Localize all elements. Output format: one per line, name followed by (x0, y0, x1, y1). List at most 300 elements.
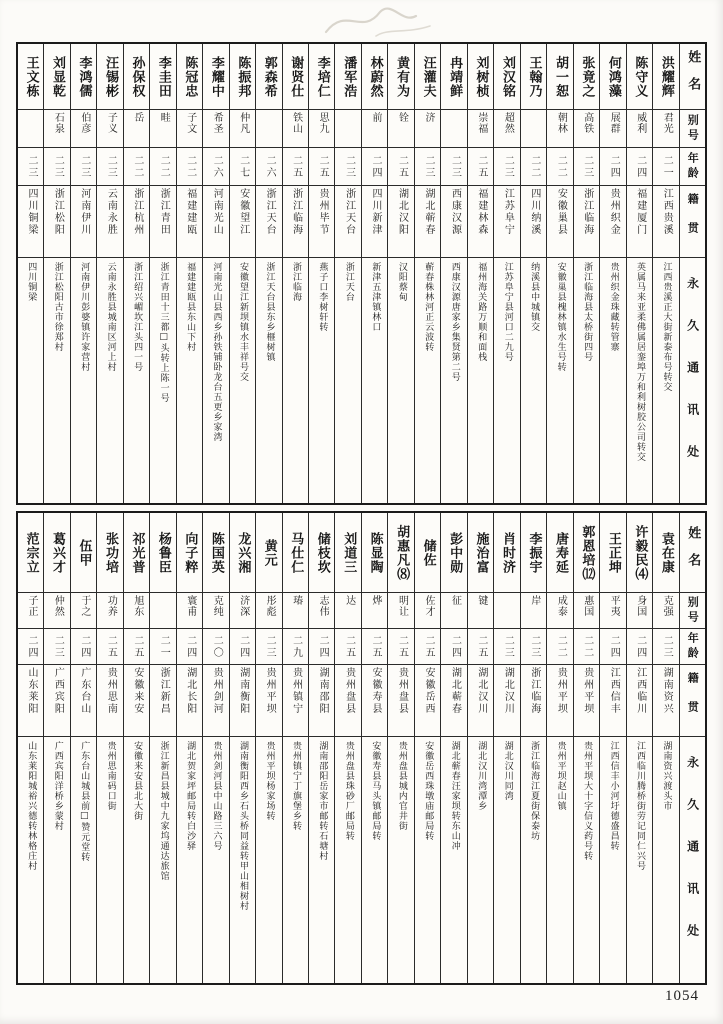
entry-column (573, 513, 599, 983)
person-age-cell (574, 629, 599, 665)
person-native: 贵州平坝 (555, 667, 567, 715)
person-address: 浙江新昌县城中九家坞通达旅馆 (158, 741, 169, 881)
person-address-cell (124, 258, 149, 503)
header-alias: 别号 (686, 113, 700, 144)
person-native: 四川铜梁 (25, 188, 37, 236)
person-alias-cell (124, 593, 149, 629)
person-address-cell (494, 737, 519, 983)
header-age: 年龄 (686, 631, 700, 662)
person-address-cell (71, 258, 96, 503)
person-address-cell (230, 737, 255, 983)
entry-column (599, 44, 625, 503)
person-address-cell (494, 258, 519, 503)
person-age: 二四 (25, 634, 37, 659)
person-alias-cell (574, 110, 599, 148)
entry-column (493, 513, 519, 983)
person-address: 贵州盘县珠砂厂邮局转 (343, 741, 354, 841)
person-native-cell (18, 186, 43, 258)
person-native-cell (256, 665, 281, 737)
person-name-cell (177, 513, 202, 593)
person-name-cell (44, 513, 69, 593)
person-address: 河南光山县西乡孙铁铺卧龙台五更乡家湾 (211, 262, 222, 442)
person-address: 纳溪县中城镇交 (529, 262, 540, 332)
person-native-cell (177, 186, 202, 258)
person-name-cell (18, 513, 43, 593)
person-name: 范宗立 (23, 531, 39, 574)
entry-column (361, 44, 387, 503)
person-age: 二一 (661, 154, 673, 179)
person-native: 浙江天台 (264, 188, 276, 236)
person-native-cell (256, 186, 281, 258)
person-address-cell (600, 737, 625, 983)
person-age: 二四 (78, 634, 90, 659)
header-address: 永久通讯处 (685, 756, 700, 966)
person-name-cell (653, 44, 678, 110)
person-native-cell (415, 186, 440, 258)
person-address-cell (18, 737, 43, 983)
person-address: 浙江临海县太桥街四号 (582, 262, 593, 362)
person-name-cell (653, 513, 678, 593)
person-address-cell (627, 258, 652, 503)
person-native-cell (335, 186, 360, 258)
person-age: 二五 (370, 634, 382, 659)
person-age: 二三 (422, 154, 434, 179)
person-native-cell (494, 186, 519, 258)
person-name: 张功培 (102, 531, 118, 574)
person-native: 福建建瓯 (184, 188, 196, 236)
person-name: 黄元 (261, 538, 277, 567)
person-age: 二三 (449, 154, 461, 179)
person-address-cell (362, 258, 387, 503)
person-name: 施治富 (473, 531, 489, 574)
person-address-cell (150, 258, 175, 503)
person-address: 四川铜梁 (26, 262, 37, 302)
person-alias: 身国 (634, 595, 646, 617)
person-age: 二二 (184, 154, 196, 179)
person-native: 浙江临海 (290, 188, 302, 236)
person-name-cell (441, 44, 466, 110)
person-name-cell (574, 513, 599, 593)
person-alias-cell (97, 593, 122, 629)
person-name: 张竟之 (579, 55, 595, 98)
person-name: 龙兴湘 (235, 531, 251, 574)
person-address: 湖南邵阳岳家市邮转石塘村 (317, 741, 328, 861)
person-native: 浙江临海 (581, 188, 593, 236)
person-address-cell (468, 258, 493, 503)
person-age-cell (574, 148, 599, 186)
person-alias: 子文 (184, 112, 196, 134)
person-alias-cell (309, 110, 334, 148)
person-name-cell (335, 513, 360, 593)
person-native-cell (44, 665, 69, 737)
person-native-cell (230, 665, 255, 737)
person-alias-cell (362, 110, 387, 148)
person-name-cell (18, 44, 43, 110)
person-native: 湖北汉川 (502, 667, 514, 715)
person-alias: 子正 (25, 595, 37, 617)
person-native-cell (230, 186, 255, 258)
person-alias-cell (653, 110, 678, 148)
person-alias: 崇福 (475, 112, 487, 134)
entry-column (123, 513, 149, 983)
entry-column (123, 44, 149, 503)
person-age-cell (494, 148, 519, 186)
person-name-cell (124, 513, 149, 593)
person-alias: 铨 (396, 112, 408, 123)
person-age-cell (150, 629, 175, 665)
person-native: 浙江新昌 (158, 667, 170, 715)
entry-column (308, 44, 334, 503)
person-alias: 达 (343, 595, 355, 606)
person-name-cell (388, 44, 413, 110)
person-native-cell (468, 186, 493, 258)
person-alias-cell (335, 593, 360, 629)
entry-column (626, 513, 652, 983)
person-address-cell (627, 737, 652, 983)
person-native: 湖南邵阳 (317, 667, 329, 715)
person-name-cell (468, 44, 493, 110)
person-age: 二五 (396, 634, 408, 659)
person-alias: 子义 (105, 112, 117, 134)
person-age: 二五 (317, 154, 329, 179)
entry-column (202, 513, 228, 983)
person-address: 安徽岳西珠墩庙邮局转 (423, 741, 434, 841)
person-name: 储佐 (420, 538, 436, 567)
person-address: 安徽来安县北大街 (132, 741, 143, 821)
entry-column (467, 44, 493, 503)
entry-column (70, 513, 96, 983)
person-address-cell (574, 258, 599, 503)
person-age: 二三 (343, 154, 355, 179)
person-native-cell (441, 665, 466, 737)
person-name: 王翰乃 (526, 55, 542, 98)
person-address-cell (547, 258, 572, 503)
person-age-cell (283, 629, 308, 665)
person-name: 杨鲁臣 (155, 531, 171, 574)
entry-column (229, 513, 255, 983)
person-age-cell (124, 629, 149, 665)
person-address-cell (97, 737, 122, 983)
person-name: 谢贤仕 (288, 55, 304, 98)
person-alias-cell (653, 593, 678, 629)
person-native: 福建厦门 (634, 188, 646, 236)
person-age: 二四 (608, 154, 620, 179)
person-native: 湖北长阳 (184, 667, 196, 715)
person-age-cell (362, 148, 387, 186)
person-address-cell (521, 737, 546, 983)
person-native-cell (547, 665, 572, 737)
person-address-cell (388, 737, 413, 983)
person-name-cell (203, 513, 228, 593)
person-address: 江西临川腾桥街劳记同仁兴号 (635, 741, 646, 871)
person-native-cell (627, 665, 652, 737)
person-age-cell (230, 148, 255, 186)
person-alias-cell (44, 110, 69, 148)
person-age: 二三 (502, 154, 514, 179)
person-alias: 高铁 (581, 112, 593, 134)
person-name: 李鸿儒 (76, 55, 92, 98)
person-address: 浙江松阳古市徐郑村 (52, 262, 63, 352)
person-name-cell (230, 513, 255, 593)
person-address: 贵州镇宁丁旗堡乡转 (290, 741, 301, 831)
header-address: 永久通讯处 (685, 276, 700, 487)
person-name-cell (97, 513, 122, 593)
person-age: 二二 (528, 154, 540, 179)
person-alias: 彤彪 (264, 595, 276, 617)
entry-column (361, 513, 387, 983)
person-alias: 克纯 (211, 595, 223, 617)
person-name: 陈显陶 (367, 531, 383, 574)
person-native-cell (71, 186, 96, 258)
person-address-cell (415, 737, 440, 983)
person-native: 山东莱阳 (25, 667, 37, 715)
person-age: 二二 (158, 154, 170, 179)
entry-column (96, 513, 122, 983)
person-address-cell (256, 258, 281, 503)
person-alias-cell (97, 110, 122, 148)
person-native: 云南永胜 (105, 188, 117, 236)
person-address-cell (283, 258, 308, 503)
person-address-cell (309, 737, 334, 983)
header-name-cell (680, 44, 705, 110)
entry-column (43, 513, 69, 983)
entry-column (387, 513, 413, 983)
person-age-cell (203, 148, 228, 186)
person-address: 英属马来亚柔佛属居銮埠万和利树胶公司转交 (635, 262, 646, 462)
person-alias: 仲然 (52, 595, 64, 617)
person-native: 广西宾阳 (52, 667, 64, 715)
person-alias: 仲凡 (237, 112, 249, 134)
person-age-cell (547, 148, 572, 186)
person-age-cell (388, 148, 413, 186)
person-name: 陈守义 (632, 55, 648, 98)
person-age-cell (627, 148, 652, 186)
person-age-cell (415, 148, 440, 186)
person-name: 李振宇 (526, 531, 542, 574)
person-name: 唐寿延 (552, 531, 568, 574)
person-native: 浙江松阳 (52, 188, 64, 236)
person-native: 四川新津 (370, 188, 382, 236)
person-age-cell (283, 148, 308, 186)
person-alias: 寰甫 (184, 595, 196, 617)
person-age-cell (415, 629, 440, 665)
roster-table-bottom (16, 511, 707, 985)
person-name: 葛兴才 (50, 531, 66, 574)
person-age-cell (468, 629, 493, 665)
person-address-cell (203, 737, 228, 983)
person-address: 广西宾阳洋桥乡蒙村 (52, 741, 63, 831)
person-name-cell (415, 44, 440, 110)
person-name-cell (521, 513, 546, 593)
person-name-cell (627, 513, 652, 593)
person-native-cell (18, 665, 43, 737)
person-name-cell (97, 44, 122, 110)
person-name-cell (627, 44, 652, 110)
person-name-cell (283, 44, 308, 110)
person-alias-cell (600, 110, 625, 148)
person-age-cell (653, 629, 678, 665)
header-column (679, 44, 705, 503)
person-alias-cell (283, 110, 308, 148)
person-alias-cell (415, 110, 440, 148)
person-alias: 键 (475, 595, 487, 606)
person-age-cell (547, 629, 572, 665)
person-alias: 志伟 (317, 595, 329, 617)
person-native: 江西信丰 (608, 667, 620, 715)
person-name: 李培仁 (314, 55, 330, 98)
person-name-cell (150, 44, 175, 110)
person-age: 二三 (52, 154, 64, 179)
person-age: 二四 (449, 634, 461, 659)
person-address-cell (547, 737, 572, 983)
entry-column (229, 44, 255, 503)
person-alias-cell (388, 110, 413, 148)
entry-column (440, 44, 466, 503)
person-age-cell (44, 148, 69, 186)
person-native-cell (600, 186, 625, 258)
person-address-cell (653, 737, 678, 983)
person-address: 湖北贺家坪邮局转白沙驿 (185, 741, 196, 851)
person-name: 伍甲 (76, 538, 92, 567)
entry-column (599, 513, 625, 983)
person-native: 河南光山 (211, 188, 223, 236)
person-age: 二五 (475, 634, 487, 659)
person-name-cell (600, 513, 625, 593)
person-native: 湖南资兴 (661, 667, 673, 715)
person-age-cell (230, 629, 255, 665)
entry-column (255, 513, 281, 983)
person-age-cell (309, 629, 334, 665)
person-native-cell (71, 665, 96, 737)
person-name-cell (494, 44, 519, 110)
person-name-cell (309, 513, 334, 593)
person-age: 二五 (131, 634, 143, 659)
person-age: 二四 (634, 154, 646, 179)
person-address-cell (203, 258, 228, 503)
person-age: 二三 (502, 634, 514, 659)
person-alias-cell (547, 110, 572, 148)
header-native: 籍贯 (686, 671, 700, 730)
person-native-cell (468, 665, 493, 737)
person-alias: 朝林 (555, 112, 567, 134)
person-name-cell (415, 513, 440, 593)
person-age-cell (177, 148, 202, 186)
person-age: 二五 (396, 154, 408, 179)
person-alias: 思九 (317, 112, 329, 134)
person-name-cell (362, 44, 387, 110)
person-alias: 前 (370, 112, 382, 123)
person-native: 四川纳溪 (528, 188, 540, 236)
person-age: 二四 (608, 634, 620, 659)
person-address-cell (415, 258, 440, 503)
person-name: 李圭田 (155, 55, 171, 98)
entry-column (255, 44, 281, 503)
person-native-cell (362, 665, 387, 737)
entry-column (626, 44, 652, 503)
person-native: 湖北蕲春 (449, 667, 461, 715)
person-name-cell (388, 513, 413, 593)
person-address: 浙江天台县东乡榧树镇 (264, 262, 275, 362)
person-alias: 铁山 (290, 112, 302, 134)
person-age: 二〇 (211, 634, 223, 659)
person-alias-cell (71, 593, 96, 629)
person-name-cell (441, 513, 466, 593)
header-address-cell (680, 258, 705, 503)
person-native-cell (627, 186, 652, 258)
person-native-cell (203, 665, 228, 737)
header-native: 籍贯 (686, 192, 700, 251)
person-age-cell (71, 629, 96, 665)
person-alias-cell (521, 110, 546, 148)
person-name-cell (177, 44, 202, 110)
person-address: 浙江绍兴嵋坎江头四一号 (132, 262, 143, 372)
header-name: 姓名 (685, 49, 701, 104)
person-name-cell (283, 513, 308, 593)
person-address-cell (124, 737, 149, 983)
person-age: 二五 (105, 634, 117, 659)
person-name: 陈国英 (208, 531, 224, 574)
header-age-cell (680, 148, 705, 186)
person-alias-cell (203, 593, 228, 629)
person-age: 二三 (528, 634, 540, 659)
header-address-cell (680, 737, 705, 983)
person-name: 刘树桢 (473, 55, 489, 98)
person-name-cell (547, 44, 572, 110)
person-alias: 烨 (370, 595, 382, 606)
person-age: 二三 (661, 634, 673, 659)
person-native: 浙江天台 (343, 188, 355, 236)
person-age-cell (388, 629, 413, 665)
person-name: 王正坤 (605, 531, 621, 574)
person-alias: 征 (449, 595, 461, 606)
person-address-cell (388, 258, 413, 503)
person-address-cell (177, 737, 202, 983)
person-alias-cell (44, 593, 69, 629)
person-native: 江苏阜宁 (502, 188, 514, 236)
person-age: 二二 (131, 154, 143, 179)
person-age: 二五 (475, 154, 487, 179)
person-age-cell (256, 629, 281, 665)
person-native: 贵州毕节 (317, 188, 329, 236)
person-native: 湖南衡阳 (237, 667, 249, 715)
person-alias-cell (547, 593, 572, 629)
person-alias-cell (441, 110, 466, 148)
person-address: 贵州平坝大十字信义药号转 (582, 741, 593, 861)
person-name: 肖时济 (500, 531, 515, 574)
person-alias-cell (177, 110, 202, 148)
person-address-cell (177, 258, 202, 503)
entry-column (520, 44, 546, 503)
person-native: 贵州平坝 (264, 667, 276, 715)
entry-column (334, 44, 360, 503)
person-alias-cell (71, 110, 96, 148)
person-address: 江西信丰小河圩德盛昌转 (608, 741, 619, 851)
person-alias: 石泉 (52, 112, 64, 134)
person-name: 冉靖鲜 (447, 55, 463, 98)
person-address-cell (44, 258, 69, 503)
person-name: 孙保权 (129, 55, 145, 98)
person-address-cell (230, 258, 255, 503)
person-alias-cell (256, 110, 281, 148)
person-address-cell (441, 258, 466, 503)
header-column (679, 513, 705, 983)
person-native-cell (309, 186, 334, 258)
person-alias-cell (18, 110, 43, 148)
person-address: 蕲春株林河正云波转 (423, 262, 434, 352)
person-alias-cell (124, 110, 149, 148)
person-address-cell (441, 737, 466, 983)
entry-column (573, 44, 599, 503)
